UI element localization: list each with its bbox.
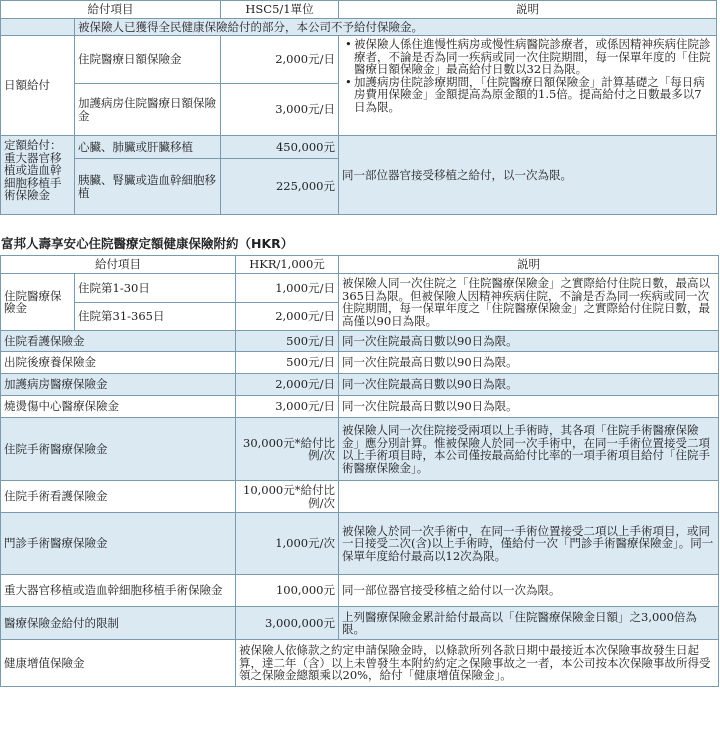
- table-row: [1, 274, 719, 303]
- item-amount: 500元/日: [236, 352, 339, 374]
- item-note: 被保險人於同一次手術中，在同一手術位置接受二項以上手術項目，或同一日接受二次(含)以上手術時，僅給付一次「門診手術醫療保險金」。同一保單年度給付最高以12次為限。: [339, 513, 719, 575]
- item-amount: 2,000元/日: [236, 303, 339, 331]
- header-benefit-item: 給付項目: [1, 256, 236, 274]
- daily-notes: [339, 36, 717, 136]
- table-row: [1, 640, 719, 687]
- item-name: 加護病房住院醫療日額保險金: [75, 84, 221, 136]
- table-header-row: [1, 256, 719, 274]
- table-row: [1, 331, 719, 352]
- header-benefit-item: 給付項目: [1, 1, 221, 19]
- item-note: 同一部位器官接受移植之給付以一次為限。: [339, 575, 719, 607]
- table-header-row: [1, 1, 717, 19]
- table-row: [1, 36, 717, 84]
- item-amount: 225,000元: [221, 159, 339, 215]
- table-row: [1, 352, 719, 374]
- item-amount: 500元/日: [236, 331, 339, 352]
- item-amount: 450,000元: [221, 136, 339, 159]
- daily-note-2: • 加護病房住院診療期間，「住院醫療日額保險金」計算基礎之「每日病房費用保險金」金額提高為原金額的1.5倍。提高給付之日數最多以7日為限。: [354, 76, 713, 114]
- item-name: 燒燙傷中心醫療保險金: [1, 396, 236, 418]
- header-unit: HSC5/1單位: [221, 1, 339, 19]
- table-row: [1, 19, 717, 36]
- item-name: 心臟、肺臟或肝臟移植: [75, 136, 221, 159]
- item-note: 同一次住院最高日數以90日為限。: [339, 396, 719, 418]
- item-name: 住院看護保險金: [1, 331, 236, 352]
- item-note: 同一次住院最高日數以90日為限。: [339, 331, 719, 352]
- item-amount: 3,000,000元: [236, 607, 339, 640]
- table-row: [1, 418, 719, 481]
- item-name: 門診手術醫療保險金: [1, 513, 236, 575]
- hsc-benefit-table: [0, 0, 717, 215]
- item-amount: 10,000元*給付比例/次: [236, 481, 339, 513]
- table-row: [1, 575, 719, 607]
- item-name: 住院第31-365日: [75, 303, 236, 331]
- header-unit: HKR/1,000元: [236, 256, 339, 274]
- item-name: 住院手術醫療保險金: [1, 418, 236, 481]
- header-description: 説明: [339, 1, 717, 19]
- item-name: 住院醫療日額保險金: [75, 36, 221, 84]
- item-amount: 1,000元/次: [236, 513, 339, 575]
- header-description: 説明: [339, 256, 719, 274]
- item-amount: 30,000元*給付比例/次: [236, 418, 339, 481]
- item-note: 上列醫療保險金累計給付最高以「住院醫療保險金日額」之3,000倍為限。: [339, 607, 719, 640]
- item-name: 加護病房醫療保險金: [1, 374, 236, 396]
- item-name: 住院手術看護保險金: [1, 481, 236, 513]
- daily-group-label: 日額給付: [1, 36, 75, 136]
- nhi-note: 被保險人已獲得全民健康保險給付的部分，本公司不予給付保險金。: [75, 19, 717, 36]
- table-row: [1, 396, 719, 418]
- item-note: 被保險人同一次住院接受兩項以上手術時，其各項「住院手術醫療保險金」應分別計算。惟被保險人於同一次手術中，在同一手術位置接受二項以上手術項目時，本公司僅按最高給付比率的一項手術項目給付「住院手術醫療保險金」。: [339, 418, 719, 481]
- item-amount: 2,000元/日: [221, 36, 339, 84]
- item-amount: 3,000元/日: [236, 396, 339, 418]
- item-name: 重大器官移植或造血幹細胞移植手術保險金: [1, 575, 236, 607]
- table-row: [1, 136, 717, 159]
- item-name: 醫療保險金給付的限制: [1, 607, 236, 640]
- hospital-note: 被保險人同一次住院之「住院醫療保險金」之實際給付住院日數，最高以365日為限。但被保險人因精神疾病住院，不論是否為同一疾病或同一次住院期間，每一保單年度之「住院醫療保險金」之實際給付住院日數，最高僅以90日為限。: [339, 274, 719, 331]
- item-name: 住院第1-30日: [75, 274, 236, 303]
- table-row: [1, 481, 719, 513]
- hkr-section-title: 富邦人壽享安心住院醫療定額健康保險附約（HKR）: [1, 236, 294, 251]
- item-note: 同一次住院最高日數以90日為限。: [339, 352, 719, 374]
- table-row: [1, 513, 719, 575]
- item-name: 健康增值保險金: [1, 640, 236, 687]
- table-row: [1, 374, 719, 396]
- daily-note-1: • 被保險人係住進慢性病房或慢性病醫院診療者，或係因精神疾病住院診療者，不論是否為同一疾病或同一次住院期間，每一保單年度的「住院醫療日額保險金」最高給付日數以32日為限。: [354, 38, 713, 76]
- item-note: 同一次住院最高日數以90日為限。: [339, 374, 719, 396]
- item-amount: 100,000元: [236, 575, 339, 607]
- item-name: 胰臟、腎臟或造血幹細胞移植: [75, 159, 221, 215]
- hospital-group-label: 住院醫療保險金: [1, 274, 75, 331]
- item-amount: 2,000元/日: [236, 374, 339, 396]
- item-amount: 3,000元/日: [221, 84, 339, 136]
- transplant-group-label: 定額給付：重大器官移植或造血幹細胞移植手術保險金: [1, 136, 75, 215]
- table-row: [1, 607, 719, 640]
- hkr-benefit-table: [0, 255, 719, 687]
- item-note: [339, 481, 719, 513]
- item-name: 出院後療養保險金: [1, 352, 236, 374]
- item-note: 被保險人依條款之約定申請保險金時，以條款所列各款日期中最接近本次保險事故發生日起算，達二年（含）以上未曾發生本附約約定之保險事故之一者，本公司按本次保險事故所得受領之保險金總額乘以20%，給付「健康增值保險金」。: [236, 640, 719, 687]
- item-amount: 1,000元/日: [236, 274, 339, 303]
- transplant-note: 同一部位器官接受移植之給付，以一次為限。: [339, 136, 717, 215]
